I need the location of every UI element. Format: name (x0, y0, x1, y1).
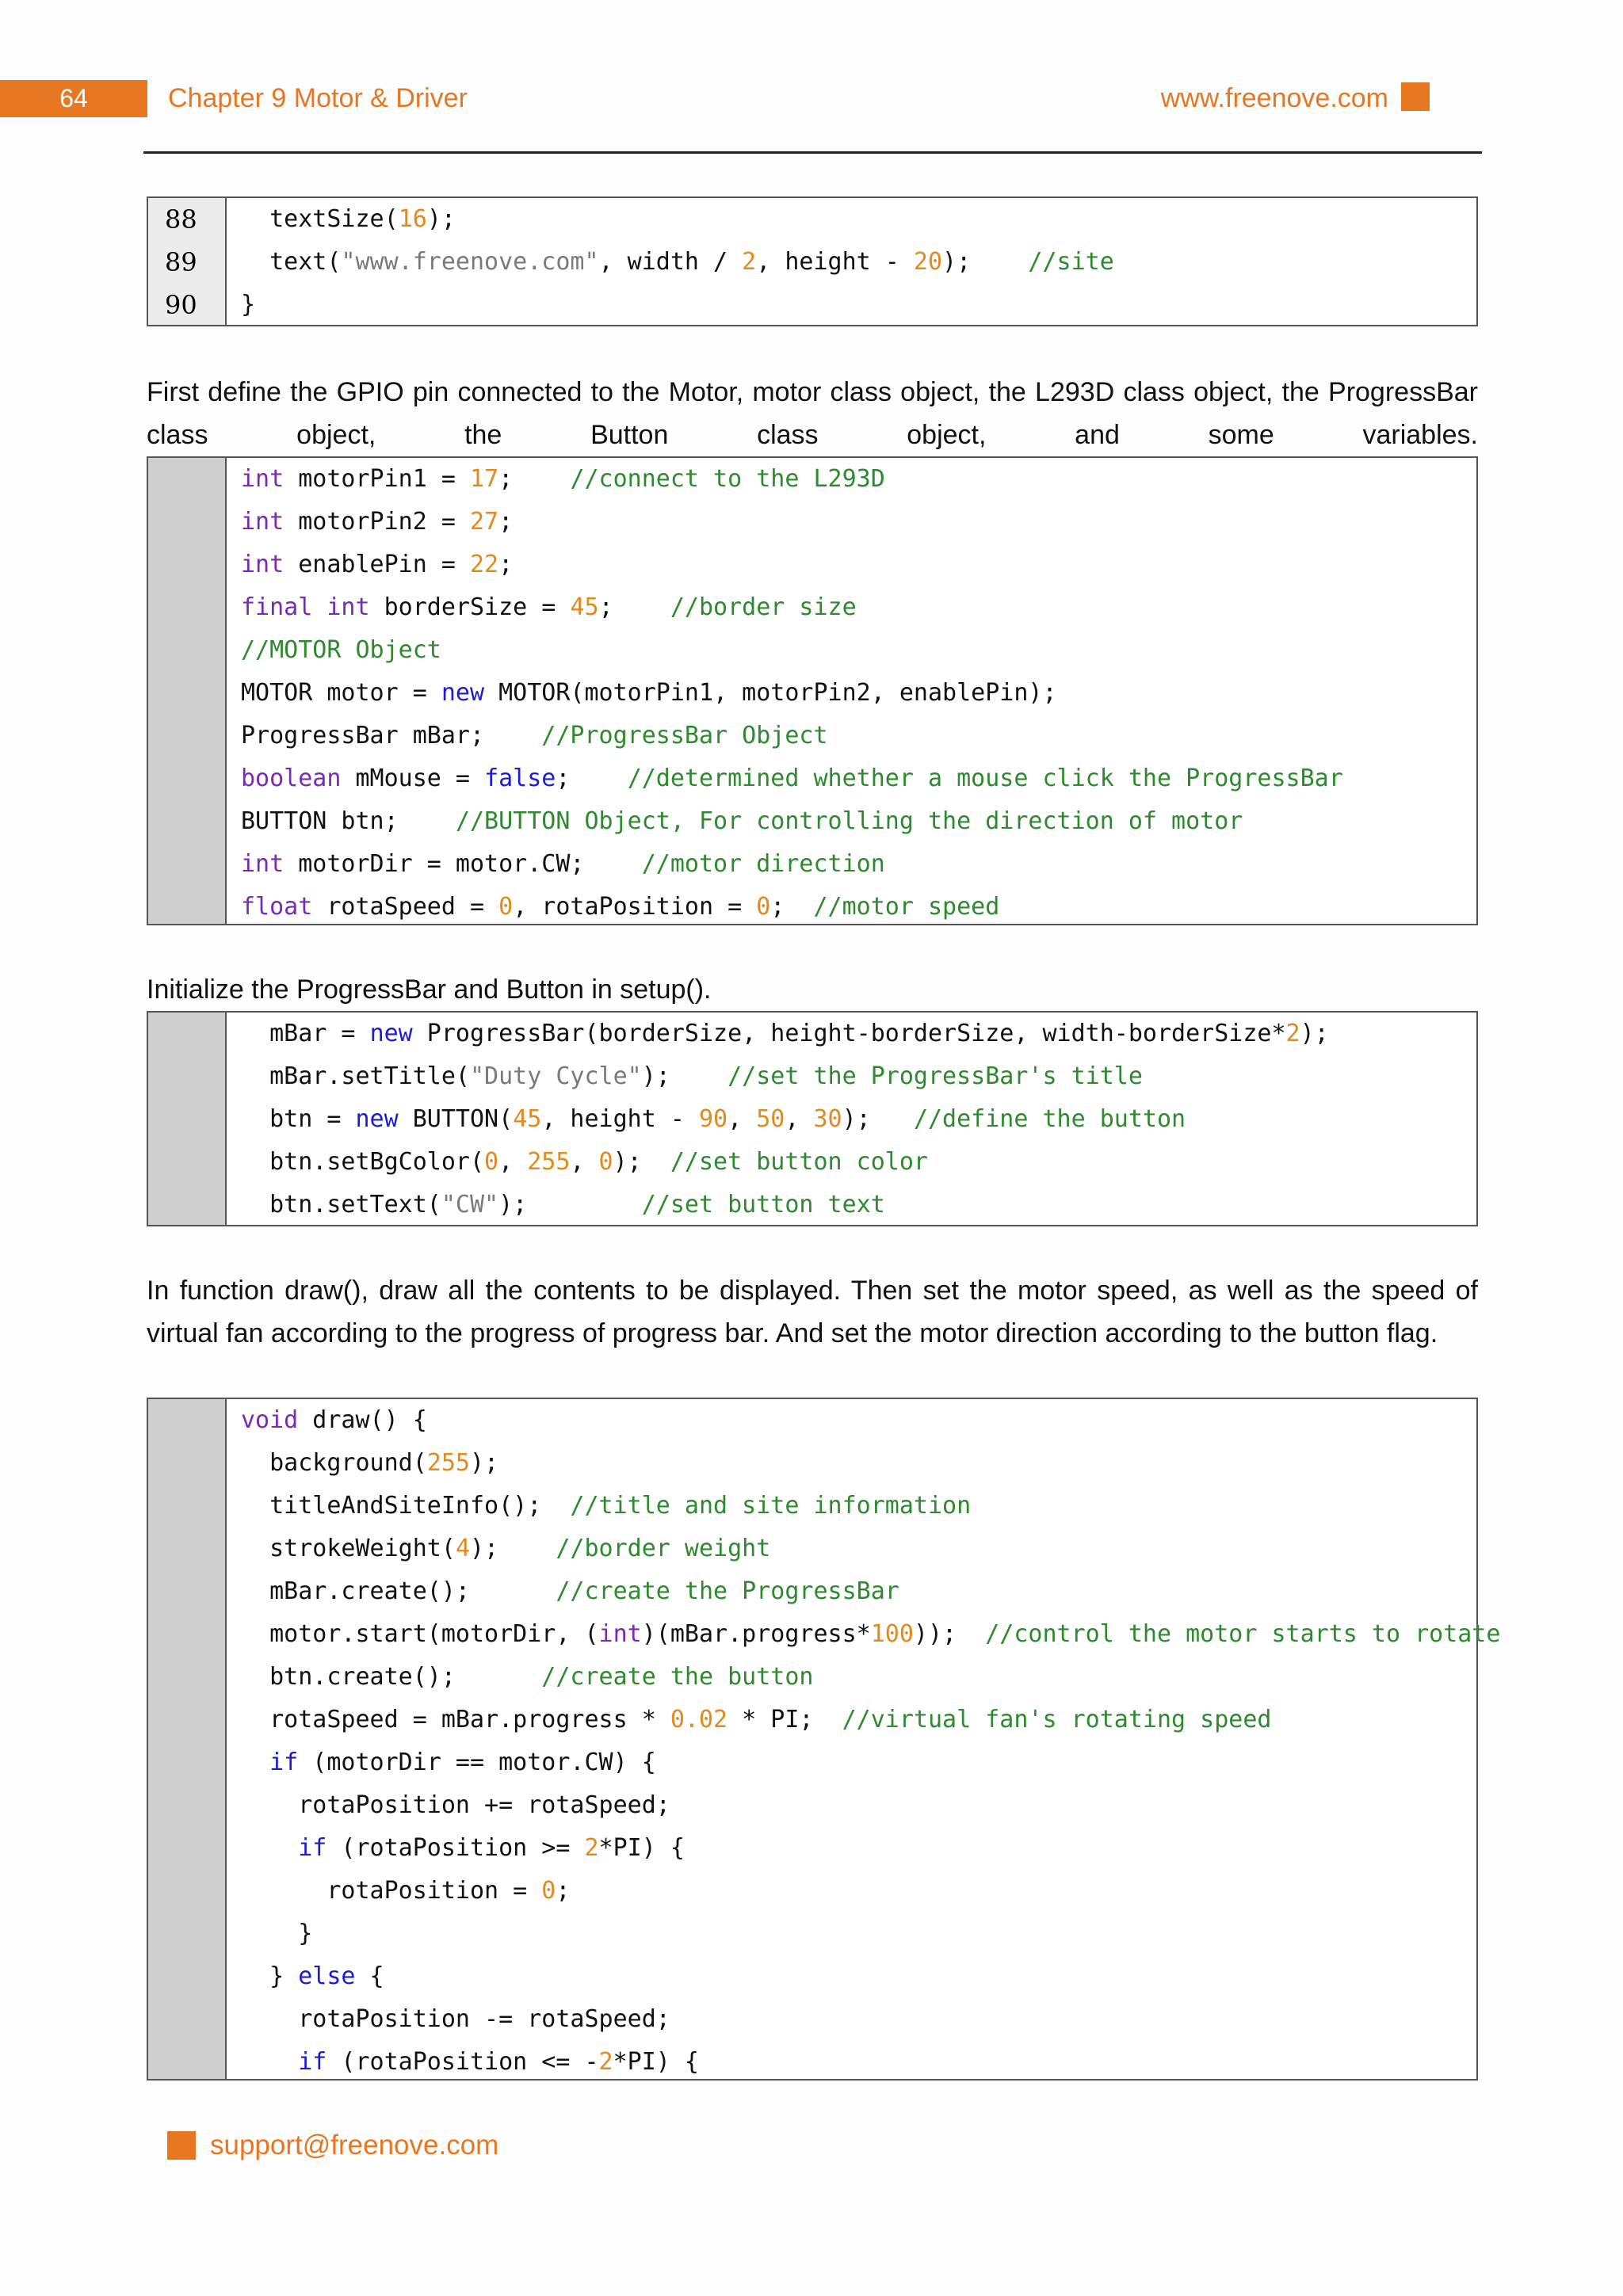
code-line (227, 886, 1476, 929)
code-token: { (355, 1962, 384, 1990)
code-token: false (484, 765, 556, 792)
code-token (312, 593, 327, 621)
code-token: ); (498, 1191, 642, 1219)
code-token: 0 (484, 1148, 499, 1176)
code-token: 0 (498, 893, 514, 921)
code-token: , rotaPosition = (513, 893, 757, 921)
code-block-1 (147, 196, 1478, 326)
code-token: //motor speed (813, 893, 1000, 921)
line-number-gutter (148, 198, 227, 325)
code-token: //set button text (641, 1191, 885, 1219)
code-token: //border size (670, 593, 857, 621)
code-token: , (498, 1148, 528, 1176)
chapter-title: Chapter 9 Motor & Driver (168, 83, 468, 113)
code-token: int (241, 465, 285, 493)
code-token: titleAndSiteInfo(); (241, 1492, 571, 1520)
code-token: 17 (470, 465, 499, 493)
code-token: (motorDir == motor.CW) { (298, 1749, 656, 1776)
code-token: new (355, 1105, 399, 1133)
code-token: ); (470, 1449, 499, 1477)
code-token: 2 (742, 248, 757, 276)
code-token: 45 (570, 593, 599, 621)
code-token: MOTOR(motorPin1, motorPin2, enablePin); (484, 679, 1057, 707)
code-token: ; (598, 593, 670, 621)
code-token: ; (498, 508, 514, 536)
code-token: "www.freenove.com" (341, 248, 599, 276)
code-line (227, 586, 1476, 629)
code-token: 2 (1285, 1020, 1300, 1047)
code-token: 255 (527, 1148, 571, 1176)
line-number-gutter (148, 458, 227, 924)
code-token: } (241, 291, 256, 318)
code-token: ); (1300, 1020, 1329, 1047)
code-token: //create the button (541, 1663, 814, 1691)
code-token: ProgressBar mBar; (241, 722, 542, 749)
code-token: MOTOR motor = (241, 679, 441, 707)
code-token: //ProgressBar Object (541, 722, 828, 749)
code-token: int (327, 593, 370, 621)
code-token: , height - (756, 248, 914, 276)
code-line (227, 629, 1476, 672)
code-token: //BUTTON Object, For controlling the direction of motor (455, 807, 1243, 835)
code-token: motorPin2 = (284, 508, 470, 536)
code-token: int (598, 1620, 642, 1648)
code-token: , width / (598, 248, 743, 276)
code-line (227, 715, 1476, 757)
code-token: //set button color (670, 1148, 928, 1176)
code-line (227, 1442, 1500, 1485)
code-line (227, 1656, 1500, 1699)
line-number-gutter (148, 1399, 227, 2079)
code-token: rotaPosition = (241, 1877, 542, 1905)
code-token: background( (241, 1449, 427, 1477)
code-line (227, 1527, 1500, 1570)
code-line (227, 672, 1476, 715)
code-token: BUTTON( (398, 1105, 514, 1133)
code-token: mMouse = (341, 765, 485, 792)
code-line (227, 1613, 1500, 1656)
code-token: motorPin1 = (284, 465, 470, 493)
code-lines (227, 1013, 1476, 1225)
code-line (227, 241, 1476, 284)
code-token: ; (556, 765, 628, 792)
code-line (227, 284, 1476, 326)
code-token: ); (613, 1148, 670, 1176)
code-line (227, 1013, 1476, 1055)
code-token: 100 (870, 1620, 914, 1648)
code-token: rotaPosition += rotaSpeed; (241, 1791, 670, 1819)
code-token: , height - (541, 1105, 699, 1133)
code-token: mBar.setTitle( (241, 1062, 470, 1090)
code-token: "Duty Cycle" (469, 1062, 642, 1090)
code-token: 0 (541, 1877, 556, 1905)
code-token: //determined whether a mouse click the ProgressBar (627, 765, 1343, 792)
code-token: //create the ProgressBar (556, 1577, 899, 1605)
code-line (227, 1784, 1500, 1827)
line-number-gutter (148, 1013, 227, 1225)
code-line (227, 458, 1476, 501)
code-token: //MOTOR Object (241, 636, 441, 664)
code-token (241, 1749, 269, 1776)
code-token: motor.start(motorDir, ( (241, 1620, 599, 1648)
code-token: float (241, 893, 313, 921)
code-line (227, 757, 1476, 800)
code-token: )(mBar.progress* (641, 1620, 871, 1648)
code-token: int (241, 508, 285, 536)
code-block-3 (147, 1011, 1478, 1226)
code-token: btn.setText( (241, 1191, 441, 1219)
code-token: int (241, 551, 285, 578)
code-token: * PI; (727, 1706, 842, 1733)
code-token: rotaSpeed = mBar.progress * (241, 1706, 670, 1733)
code-token: 0 (598, 1148, 613, 1176)
code-line (227, 1485, 1500, 1527)
code-token: else (298, 1962, 356, 1990)
code-token: , (727, 1105, 757, 1133)
code-token: //title and site information (570, 1492, 972, 1520)
code-token: *PI) { (598, 1834, 685, 1862)
code-token: ); (842, 1105, 914, 1133)
code-token: motorDir = motor.CW; (284, 850, 642, 878)
code-line (227, 800, 1476, 843)
code-token: ); (942, 248, 1029, 276)
code-token: //border weight (556, 1535, 771, 1562)
code-token: , (570, 1148, 599, 1176)
code-token: 30 (813, 1105, 842, 1133)
code-line (227, 1399, 1500, 1442)
code-block-4 (147, 1398, 1501, 2081)
code-token: 0.02 (670, 1706, 728, 1733)
code-token: if (298, 2048, 327, 2076)
code-line (227, 1870, 1500, 1913)
code-line (227, 1570, 1500, 1613)
code-token: rotaPosition -= rotaSpeed; (241, 2005, 670, 2033)
paragraph-intro: First define the GPIO pin connected to the Motor, motor class object, the L293D class object, the ProgressBar class object, the Button class object, and some variables. (147, 377, 1478, 450)
page-number: 64 (0, 80, 147, 117)
code-token: boolean (241, 765, 342, 792)
code-token: int (241, 850, 285, 878)
paragraph-setup: Initialize the ProgressBar and Button in setup(). (147, 974, 712, 1005)
code-token: ; (498, 465, 571, 493)
code-token: 27 (470, 508, 499, 536)
code-token: textSize( (241, 205, 399, 233)
paragraph-draw: In function draw(), draw all the contents to be displayed. Then set the motor speed, as well as the speed of virtual fan according to the progress of progress bar. And set the motor direction according to the button flag. (147, 1276, 1478, 1348)
code-token: //set the ProgressBar's title (727, 1062, 1143, 1090)
code-token: //define the button (913, 1105, 1186, 1133)
code-line (227, 543, 1476, 586)
code-token: BUTTON btn; (241, 807, 456, 835)
code-token: void (241, 1406, 299, 1434)
code-token: //motor direction (641, 850, 885, 878)
code-token: 4 (455, 1535, 470, 1562)
code-lines (227, 458, 1476, 924)
code-line (227, 1955, 1500, 1998)
code-line (227, 1098, 1476, 1141)
code-token (241, 1834, 298, 1862)
code-token: ProgressBar(borderSize, height-borderSize, width-borderSize* (412, 1020, 1286, 1047)
code-token: if (298, 1834, 327, 1862)
footer-square-icon (167, 2131, 196, 2160)
code-token: ; (770, 893, 814, 921)
code-token: 16 (398, 205, 427, 233)
code-line (227, 843, 1476, 886)
code-token: mBar.create(); (241, 1577, 556, 1605)
code-token: ); (470, 1535, 556, 1562)
code-token: , (785, 1105, 814, 1133)
code-token: text( (241, 248, 342, 276)
code-token: 45 (513, 1105, 542, 1133)
code-token: if (269, 1749, 299, 1776)
code-token: btn.create(); (241, 1663, 542, 1691)
code-token: 22 (470, 551, 499, 578)
header-rule (143, 151, 1482, 154)
code-line (227, 501, 1476, 543)
code-line (227, 1055, 1476, 1098)
code-token: 255 (426, 1449, 470, 1477)
code-line (227, 1998, 1500, 2041)
code-line (227, 1741, 1500, 1784)
code-token: ); (641, 1062, 728, 1090)
code-token: rotaSpeed = (312, 893, 499, 921)
code-token: ; (498, 551, 514, 578)
code-token: } (241, 1920, 313, 1947)
line-number: 88 (165, 204, 197, 235)
code-lines (227, 198, 1476, 325)
code-line (227, 1827, 1500, 1870)
code-token: enablePin = (284, 551, 470, 578)
code-token: //connect to the L293D (570, 465, 885, 493)
code-token: (rotaPosition >= (327, 1834, 585, 1862)
code-token: draw() { (298, 1406, 427, 1434)
code-token: (rotaPosition <= - (327, 2048, 599, 2076)
code-block-2 (147, 456, 1478, 925)
code-line (227, 1184, 1476, 1226)
line-number: 89 (165, 247, 197, 277)
code-line (227, 1141, 1476, 1184)
code-token: //site (1028, 248, 1114, 276)
code-line (227, 1913, 1500, 1955)
code-token: new (369, 1020, 413, 1047)
code-token: } (241, 1962, 299, 1990)
code-line (227, 2041, 1500, 2084)
code-token (241, 2048, 298, 2076)
code-token: 0 (756, 893, 771, 921)
site-square-icon (1401, 82, 1430, 111)
code-token: "CW" (441, 1191, 499, 1219)
code-token: 50 (756, 1105, 785, 1133)
site-link[interactable]: www.freenove.com (1160, 83, 1388, 113)
code-token: 2 (584, 1834, 599, 1862)
code-token: //control the motor starts to rotate (985, 1620, 1501, 1648)
code-token: mBar = (241, 1020, 370, 1047)
code-token: ); (426, 205, 456, 233)
support-email-link[interactable]: support@freenove.com (210, 2130, 499, 2161)
code-token: 90 (699, 1105, 728, 1133)
code-token: 2 (598, 2048, 613, 2076)
code-token: borderSize = (369, 593, 571, 621)
code-token: btn.setBgColor( (241, 1148, 485, 1176)
code-line (227, 198, 1476, 241)
code-token: new (441, 679, 485, 707)
code-token: *PI) { (613, 2048, 699, 2076)
code-token: 20 (913, 248, 943, 276)
code-token: strokeWeight( (241, 1535, 456, 1562)
code-token: final (241, 593, 313, 621)
code-token: btn = (241, 1105, 356, 1133)
code-lines (227, 1399, 1500, 2079)
code-line (227, 1699, 1500, 1741)
code-token: //virtual fan's rotating speed (842, 1706, 1272, 1733)
code-token: )); (913, 1620, 986, 1648)
code-token: ; (556, 1877, 571, 1905)
line-number: 90 (165, 290, 197, 320)
